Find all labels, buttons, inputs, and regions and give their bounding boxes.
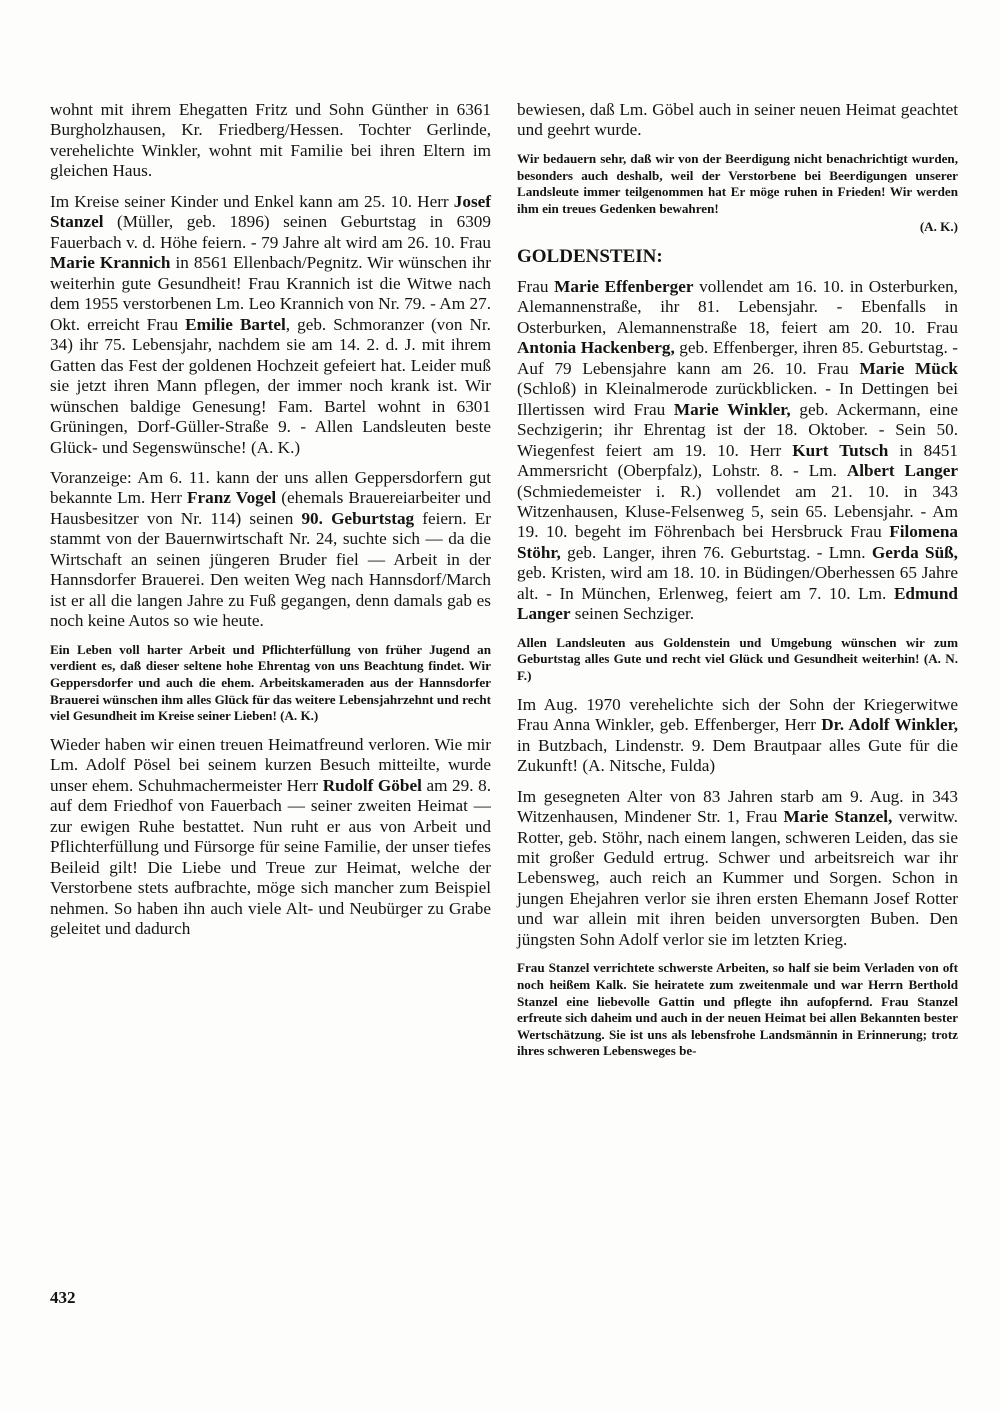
text-run-bold: Antonia Hackenberg, [517,338,675,358]
text-run-bold: Filomena Stöhr, [517,522,958,562]
text-run: (A. K.) [919,219,958,235]
paragraph [517,277,958,625]
text-run: Wir bedauern sehr, daß wir von der Beerdigung nicht benachrichtigt wurden, besonders auch deshalb, weil der Verstorbene bei Beerdigungen unserer Landsleute immer teilgenommen hat Er möge ruhen in Frieden! Wir werden ihm ein treues Gedenken bewahren! [517,150,958,216]
text-run: wohnt mit ihrem Ehegatten Fritz und Sohn Günther in 6361 Burgholzhausen, Kr. Friedberg/Hessen. Tochter Gerlinde, verehelichte Winkler, wohnt mit Familie bei ihren Eltern im gleichen Haus. [50,100,491,181]
text-run: Im gesegneten Alter von 83 Jahren starb am 9. Aug. in 343 Witzenhausen, Mindener Str. 1, Frau [517,786,958,827]
text-run: geb. Langer, ihren 76. Geburtstag. - Lmn. [560,542,872,562]
text-run: vollendet am 16. 10. in Osterburken, Alemannenstraße, ihr 81. Lebensjahr. - Ebenfalls in Osterburken, Alemannenstraße 18, feiert am 20. 10. Frau [517,276,958,337]
text-run-bold: Josef Stanzel [50,191,491,232]
text-run-bold: Marie Stanzel, [783,807,893,827]
text-run-bold: Dr. Adolf Winkler, [821,715,958,735]
text-run: Frau Stanzel verrichtete schwerste Arbeiten, so half sie beim Verladen von oft noch heißem Kalk. Sie heiratete zum zweitenmale und war Herrn Berthold Stanzel eine liebevolle Gattin und pflegte ihn aufopfernd. Frau Stanzel erfreute sich daheim und auch in der neuen Heimat bei allen Bekannten bester Wertschätzung. Sie ist uns als lebensfrohe Landsmännin in Erinnerung; trotz ihres schweren Lebensweges be- [517,960,958,1059]
text-run: (Müller, geb. 1896) seinen Geburtstag in 6309 Fauerbach v. d. Höhe feiern. - 79 Jahre alt wird am 26. 10. Frau [50,212,491,252]
text-run: (Schloß) in Kleinalmerode zurückblicken. - In Dettingen bei Illertissen wird Frau [517,379,958,419]
small-paragraph [50,642,491,725]
paragraph [517,695,958,777]
text-run-bold: Emilie Bartel [185,314,286,334]
text-run: bewiesen, daß Lm. Göbel auch in seiner neuen Heimat geachtet und geehrt wurde. [517,100,958,140]
text-run-bold: 90. Geburtstag [301,508,415,528]
text-run: (Schmiedemeister i. R.) vollendet am 21. 10. in 343 Witzenhausen, Kluse-Felsenweg 5, sein 65. Lebensjahr. - Am 19. 10. begeht im Föhrenbach bei Hersbruck Frau [517,481,958,542]
section-heading [517,246,958,269]
text-run: in 8561 Ellenbach/Pegnitz. Wir wünschen ihr weiterhin gute Gesundheit! Frau Krannich ist die Witwe nach dem 1955 verstorbenen Lm. Leo Krannich von Nr. 79. - Am 27. Okt. erreicht Frau [50,253,491,334]
text-run-bold: Marie Krannich [50,253,171,273]
text-run-bold: Marie Mück [859,358,958,378]
small-paragraph [517,151,958,218]
small-paragraph [517,635,958,685]
small-paragraph [517,219,958,236]
text-run-bold: Marie Effenberger [554,276,694,296]
paragraph [517,787,958,951]
text-run-bold: Rudolf Göbel [322,775,422,795]
text-run: geb. Kristen, wird am 18. 10. in Büdingen/Oberhessen 65 Jahre alt. - In München, Erlenweg, feiert am 7. 10. Lm. [517,563,958,603]
text-run: in 8451 Ammersricht (Oberpfalz), Lohstr. 8. - Lm. [517,440,958,481]
text-run: Im Kreise seiner Kinder und Enkel kann am 25. 10. Herr [50,191,454,211]
text-run-bold: Edmund Langer [517,583,958,624]
text-run: am 29. 8. auf dem Friedhof von Fauerbach — seiner zweiten Heimat — zur ewigen Ruhe bestattet. Nun ruht er aus von Arbeit und Pflichterfüllung und Fürsorge für seine Familie, der unser tiefes Beileid gilt! Die Liebe und Treue zur Heimat, welche der Verstorbene stets aufbrachte, möge sich mancher zum Beispiel nehmen. So haben ihn auch viele Alt- und Neubürger zu Grabe geleitet und dadurch [50,775,491,939]
small-paragraph [517,960,958,1060]
text-run: geb. Effenberger, ihren 85. Geburtstag. - Auf 79 Lebensjahre kann am 26. 10. Frau [517,338,958,378]
text-run-bold: Kurt Tutsch [792,440,889,460]
text-run: Voranzeige: Am 6. 11. kann der uns allen Geppersdorfern gut bekannte Lm. Herr [50,467,491,508]
paragraph [50,735,491,940]
text-run: Allen Landsleuten aus Goldenstein und Umgebung wünschen wir zum Geburtstag alles Gute und recht viel Glück und Gesundheit weiterhin! (A. N. F.) [517,634,958,684]
text-run: Im Aug. 1970 verehelichte sich der Sohn der Kriegerwitwe Frau Anna Winkler, geb. Effenberger, Herr [517,694,958,735]
text-run-bold: GOLDENSTEIN: [517,246,663,268]
paragraph [517,100,958,141]
column-right [517,100,958,1070]
text-run: feiern. Er stammt von der Bauernwirtschaft Nr. 24, suchte sich — da die Wirtschaft an seinen jüngeren Bruder fiel — Arbeit in der Hannsdorfer Brauerei. Den weiten Weg nach Hannsdorf/March ist er all die langen Jahre zu Fuß gegangen, denn damals gab es noch keine Autos so wie heute. [50,508,491,631]
paragraph [50,100,491,182]
text-run-bold: Franz Vogel [187,488,277,508]
text-run: , geb. Schmoranzer (von Nr. 34) ihr 75. Lebensjahr, nachdem sie am 14. 2. d. J. mit ihrem Gatten das Fest der goldenen Hochzeit gefeiert hat. Leider muß sie jetzt ihren Mann pflegen, der immer noch krank ist. Wir wünschen baldige Genesung! Fam. Bartel wohnt in 6301 Grüningen, Dorf-Güller-Straße 9. - Allen Landsleuten beste Glück- und Segenswünsche! (A. K.) [50,314,491,457]
paragraph [50,192,491,458]
text-run: geb. Ackermann, eine Sechzigerin; ihr Ehrentag ist der 18. Oktober. - Sein 50. Wiegenfest feiert am 19. 10. Herr [517,399,959,460]
text-run-bold: Albert Langer [846,461,959,481]
text-run-bold: Gerda Süß, [871,542,958,562]
text-run: Wieder haben wir einen treuen Heimatfreund verloren. Wie mir Lm. Adolf Pösel bei seinem kurzen Besuch mitteilte, wurde unser ehem. Schuhmachermeister Herr [50,734,491,795]
text-run: in Butzbach, Lindenstr. 9. Dem Brautpaar alles Gute für die Zukunft! (A. Nitsche, Fulda) [517,735,958,776]
text-run: (ehemals Brauereiarbeiter und Hausbesitzer von Nr. 114) seinen [50,488,491,528]
paragraph [50,468,491,632]
page-content [50,100,958,1070]
text-run: seinen Sechziger. [570,604,695,624]
text-run-bold: Marie Winkler, [673,399,791,419]
text-run: Ein Leben voll harter Arbeit und Pflichterfüllung von früher Jugend an verdient es, daß dieser seltene hohe Ehrentag von uns Beachtung findet. Wir Geppersdorfer und auch die ehem. Arbeitskameraden aus der Hannsdorfer Brauerei wünschen ihm alles Glück für das weitere Lebensjahrzehnt und recht viel Gesundheit im Kreise seiner Lieben! (A. K.) [50,641,491,724]
text-run: verwitw. Rotter, geb. Stöhr, nach einem langen, schweren Leiden, das sie mit großer Geduld ertrug. Schwer und arbeitsreich war ihr Lebensweg, auch reich an Kummer und Sorgen. Schon in jungen Ehejahren verlor sie ihren ersten Ehemann Josef Rotter und war allein mit ihren beiden unversorgten Buben. Den jüngsten Sohn Adolf verlor sie im letzten Krieg. [517,807,958,949]
column-left [50,100,491,1070]
page-number: 432 [50,1288,76,1307]
text-run: Frau [517,276,555,296]
